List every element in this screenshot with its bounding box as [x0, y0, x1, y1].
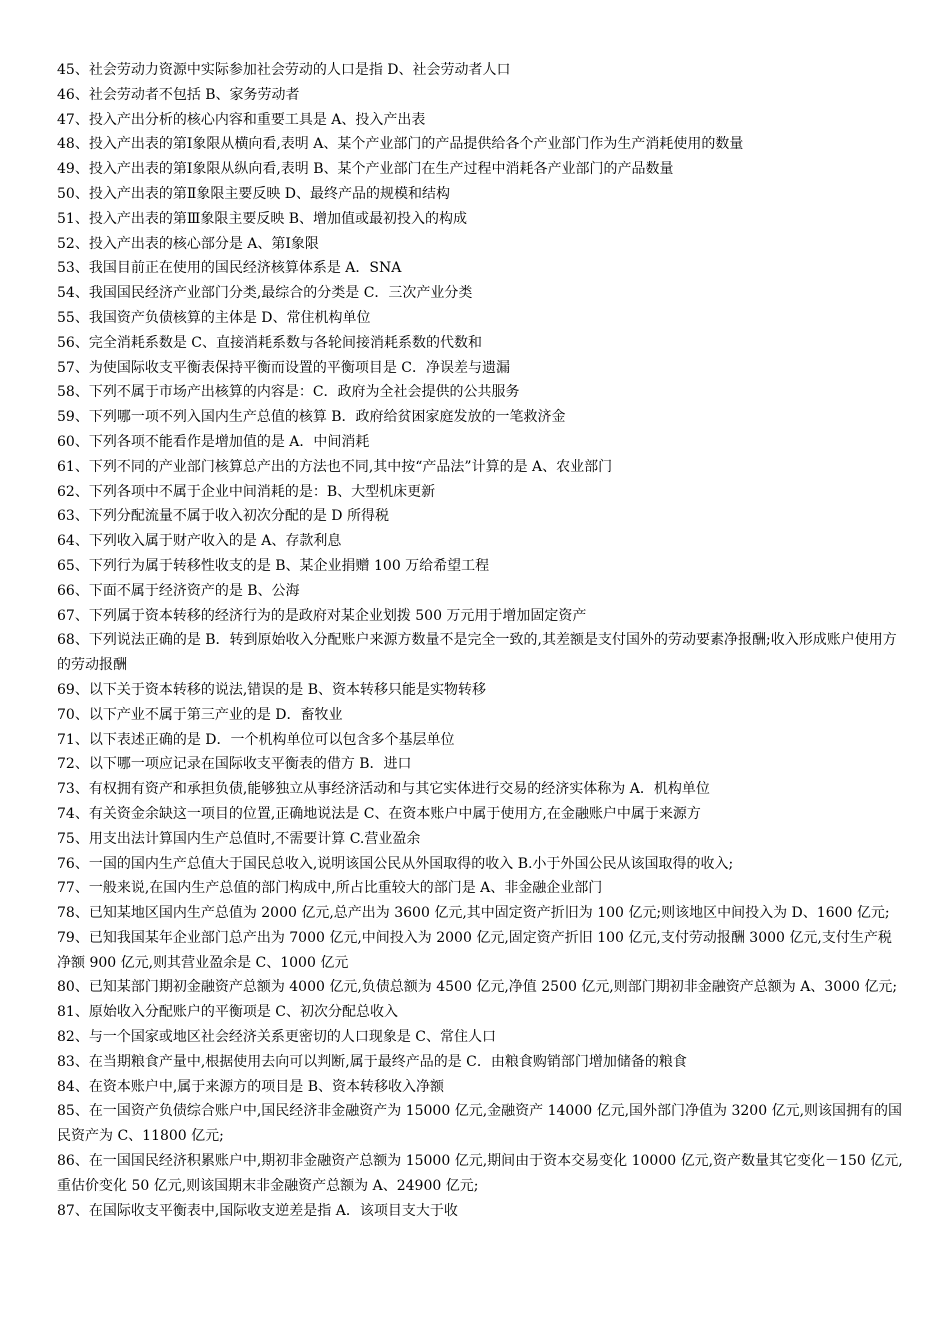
question-line-83: 83、在当期粮食产量中,根据使用去向可以判断,属于最终产品的是 C．由粮食购销部门增加储备的粮食 — [57, 1053, 687, 1070]
question-line-61: 61、下列不同的产业部门核算总产出的方法也不同,其中按“产品法”计算的是 A、农业部门 — [57, 458, 613, 475]
question-line-82: 82、与一个国家或地区社会经济关系更密切的人口现象是 C、常住人口 — [57, 1029, 496, 1046]
question-line-66: 66、下面不属于经济资产的是 B、公海 — [57, 582, 300, 599]
question-line-63: 63、下列分配流量不属于收入初次分配的是 D 所得税 — [57, 508, 389, 525]
question-line-59: 59、下列哪一项不列入国内生产总值的核算 B．政府给贫困家庭发放的一笔救济金 — [57, 409, 566, 426]
question-line-47: 47、投入产出分析的核心内容和重要工具是 A、投入产出表 — [57, 111, 426, 128]
question-line-49: 49、投入产出表的第Ⅰ象限从纵向看,表明 B、某个产业部门在生产过程中消耗各产业部门的产品数量 — [57, 161, 674, 178]
question-line-70: 70、以下产业不属于第三产业的是 D．畜牧业 — [57, 706, 343, 723]
question-line-68: 68、下列说法正确的是 B．转到原始收入分配账户来源方数量不是完全一致的,其差额是支付国外的劳动要素净报酬;收入形成账户使用方的劳动报酬 — [57, 632, 897, 674]
question-line-45: 45、社会劳动力资源中实际参加社会劳动的人口是指 D、社会劳动者人口 — [57, 62, 511, 78]
question-line-85: 85、在一国资产负债综合账户中,国民经济非金融资产为 15000 亿元,金融资产 14000 亿元,国外部门净值为 3200 亿元,则该国拥有的国民资产为 C、11800 亿元; — [57, 1103, 903, 1145]
question-line-76: 76、一国的国内生产总值大于国民总收入,说明该国公民从外国取得的收入 B.小于外国公民从该国取得的收入; — [57, 855, 734, 872]
question-line-77: 77、一般来说,在国内生产总值的部门构成中,所占比重较大的部门是 A、非金融企业部门 — [57, 880, 603, 897]
question-line-51: 51、投入产出表的第Ⅲ象限主要反映 B、增加值或最初投入的构成 — [57, 210, 468, 227]
question-line-69: 69、以下关于资本转移的说法,错误的是 B、资本转移只能是实物转移 — [57, 681, 487, 698]
question-line-60: 60、下列各项不能看作是增加值的是 A．中间消耗 — [57, 433, 370, 450]
question-line-50: 50、投入产出表的第Ⅱ象限主要反映 D、最终产品的规模和结构 — [57, 185, 451, 202]
question-line-67: 67、下列属于资本转移的经济行为的是政府对某企业划拨 500 万元用于增加固定资产 — [57, 607, 587, 624]
question-line-74: 74、有关资金余缺这一项目的位置,正确地说法是 C、在资本账户中属于使用方,在金融账户中属于来源方 — [57, 805, 701, 822]
question-line-71: 71、以下表述正确的是 D．一个机构单位可以包含多个基层单位 — [57, 731, 455, 748]
question-line-78: 78、已知某地区国内生产总值为 2000 亿元,总产出为 3600 亿元,其中固定资产折旧为 100 亿元;则该地区中间投入为 D、1600 亿元; — [57, 905, 890, 922]
question-line-81: 81、原始收入分配账户的平衡项是 C、初次分配总收入 — [57, 1004, 398, 1021]
question-line-58: 58、下列不属于市场产出核算的内容是：C．政府为全社会提供的公共服务 — [57, 384, 520, 401]
question-line-64: 64、下列收入属于财产收入的是 A、存款利息 — [57, 533, 342, 550]
question-line-54: 54、我国国民经济产业部门分类,最综合的分类是 C．三次产业分类 — [57, 285, 473, 302]
question-line-73: 73、有权拥有资产和承担负债,能够独立从事经济活动和与其它实体进行交易的经济实体称为 A．机构单位 — [57, 781, 710, 798]
question-line-79: 79、已知我国某年企业部门总产出为 7000 亿元,中间投入为 2000 亿元,固定资产折旧 100 亿元,支付劳动报酬 3000 亿元,支付生产税净额 900 亿元,则其营业盈余是 C、1000 亿元 — [57, 929, 892, 971]
question-line-48: 48、投入产出表的第Ⅰ象限从横向看,表明 A、某个产业部门的产品提供给各个产业部门作为生产消耗使用的数量 — [57, 136, 744, 153]
question-line-57: 57、为使国际收支平衡表保持平衡而设置的平衡项目是 C．净误差与遗漏 — [57, 359, 510, 376]
question-line-84: 84、在资本账户中,属于来源方的项目是 B、资本转移收入净额 — [57, 1078, 445, 1095]
question-line-86: 86、在一国国民经济积累账户中,期初非金融资产总额为 15000 亿元,期间由于资本交易变化 10000 亿元,资产数量其它变化－150 亿元,重估价变化 50 亿元,则该国期末非金融资产总额为 A、24900 亿元; — [57, 1153, 903, 1194]
question-line-75: 75、用支出法计算国内生产总值时,不需要计算 C.营业盈余 — [57, 830, 421, 847]
question-line-53: 53、我国目前正在使用的国民经济核算体系是 A．SNA — [57, 260, 402, 277]
question-line-62: 62、下列各项中不属于企业中间消耗的是：B、大型机床更新 — [57, 483, 436, 500]
question-line-56: 56、完全消耗系数是 C、直接消耗系数与各轮间接消耗系数的代数和 — [57, 334, 482, 351]
question-line-87: 87、在国际收支平衡表中,国际收支逆差是指 A．该项目支大于收 — [57, 1202, 458, 1219]
question-line-72: 72、以下哪一项应记录在国际收支平衡表的借方 B．进口 — [57, 756, 412, 773]
question-line-65: 65、下列行为属于转移性收支的是 B、某企业捐赠 100 万给希望工程 — [57, 557, 490, 574]
question-line-46: 46、社会劳动者不包括 B、家务劳动者 — [57, 86, 300, 103]
question-line-80: 80、已知某部门期初金融资产总额为 4000 亿元,负债总额为 4500 亿元,净值 2500 亿元,则部门期初非金融资产总额为 A、3000 亿元; — [57, 979, 898, 996]
document-text — [57, 58, 903, 1223]
question-line-55: 55、我国资产负债核算的主体是 D、常住机构单位 — [57, 309, 371, 326]
question-line-52: 52、投入产出表的核心部分是 A、第Ⅰ象限 — [57, 235, 319, 252]
